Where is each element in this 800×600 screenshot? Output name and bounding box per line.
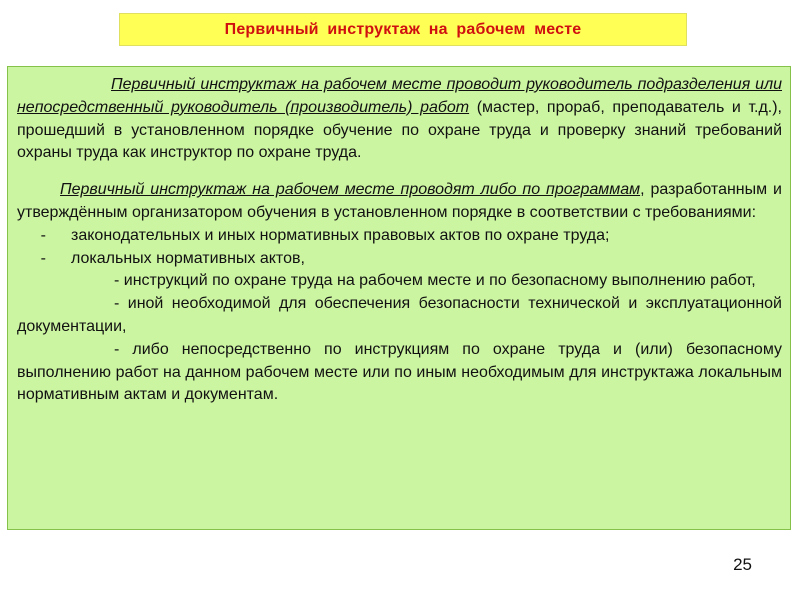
- list-dash: -: [40, 226, 46, 244]
- list-item-local-acts: [17, 248, 782, 271]
- slide-title: Первичный инструктаж на рабочем месте: [224, 20, 582, 38]
- list-item-direct-instructions: - либо непосредственно по инструкциям по охране труда и (или) безопасному выполнению работ на данном рабочем месте или по иным необходимым для инструктажа локальным нормативным актам и документам.: [17, 340, 782, 404]
- slide-title-banner: [119, 13, 687, 46]
- paragraph-programs: [17, 179, 782, 225]
- paragraph-programs-emphasis: Первичный инструктаж на рабочем месте проводят либо по программам: [60, 181, 641, 199]
- paragraph-programs-text: , разработанным и утверждённым организатором обучения в установленном порядке в соответствии с требованиями:: [17, 181, 782, 221]
- paragraph-responsible-person-emphasis: Первичный инструктаж на рабочем месте проводит руководитель подразделения или непосредственный руководитель (производитель) работ: [17, 76, 782, 116]
- list-item-technical-documentation: - иной необходимой для обеспечения безопасности технической и эксплуатационной документации,: [17, 295, 782, 335]
- content-panel: [7, 66, 791, 530]
- paragraph-responsible-person: [17, 74, 782, 165]
- list-item-safety-instructions: - инструкций по охране труда на рабочем месте и по безопасному выполнению работ,: [114, 272, 756, 290]
- list-item-text: локальных нормативных актов,: [71, 249, 305, 267]
- paragraph-spacer: [17, 165, 782, 179]
- page-number: 25: [733, 555, 752, 574]
- list-dash: -: [40, 249, 46, 267]
- list-item-legislative-acts: [17, 225, 782, 248]
- paragraph-responsible-person-text: (мастер, прораб, преподаватель и т.д.), прошедший в установленном порядке обучение по охране труда и проверку знаний требований охраны труда как инструктор по охране труда.: [17, 98, 782, 162]
- list-item-text: законодательных и иных нормативных правовых актов по охране труда;: [71, 226, 610, 244]
